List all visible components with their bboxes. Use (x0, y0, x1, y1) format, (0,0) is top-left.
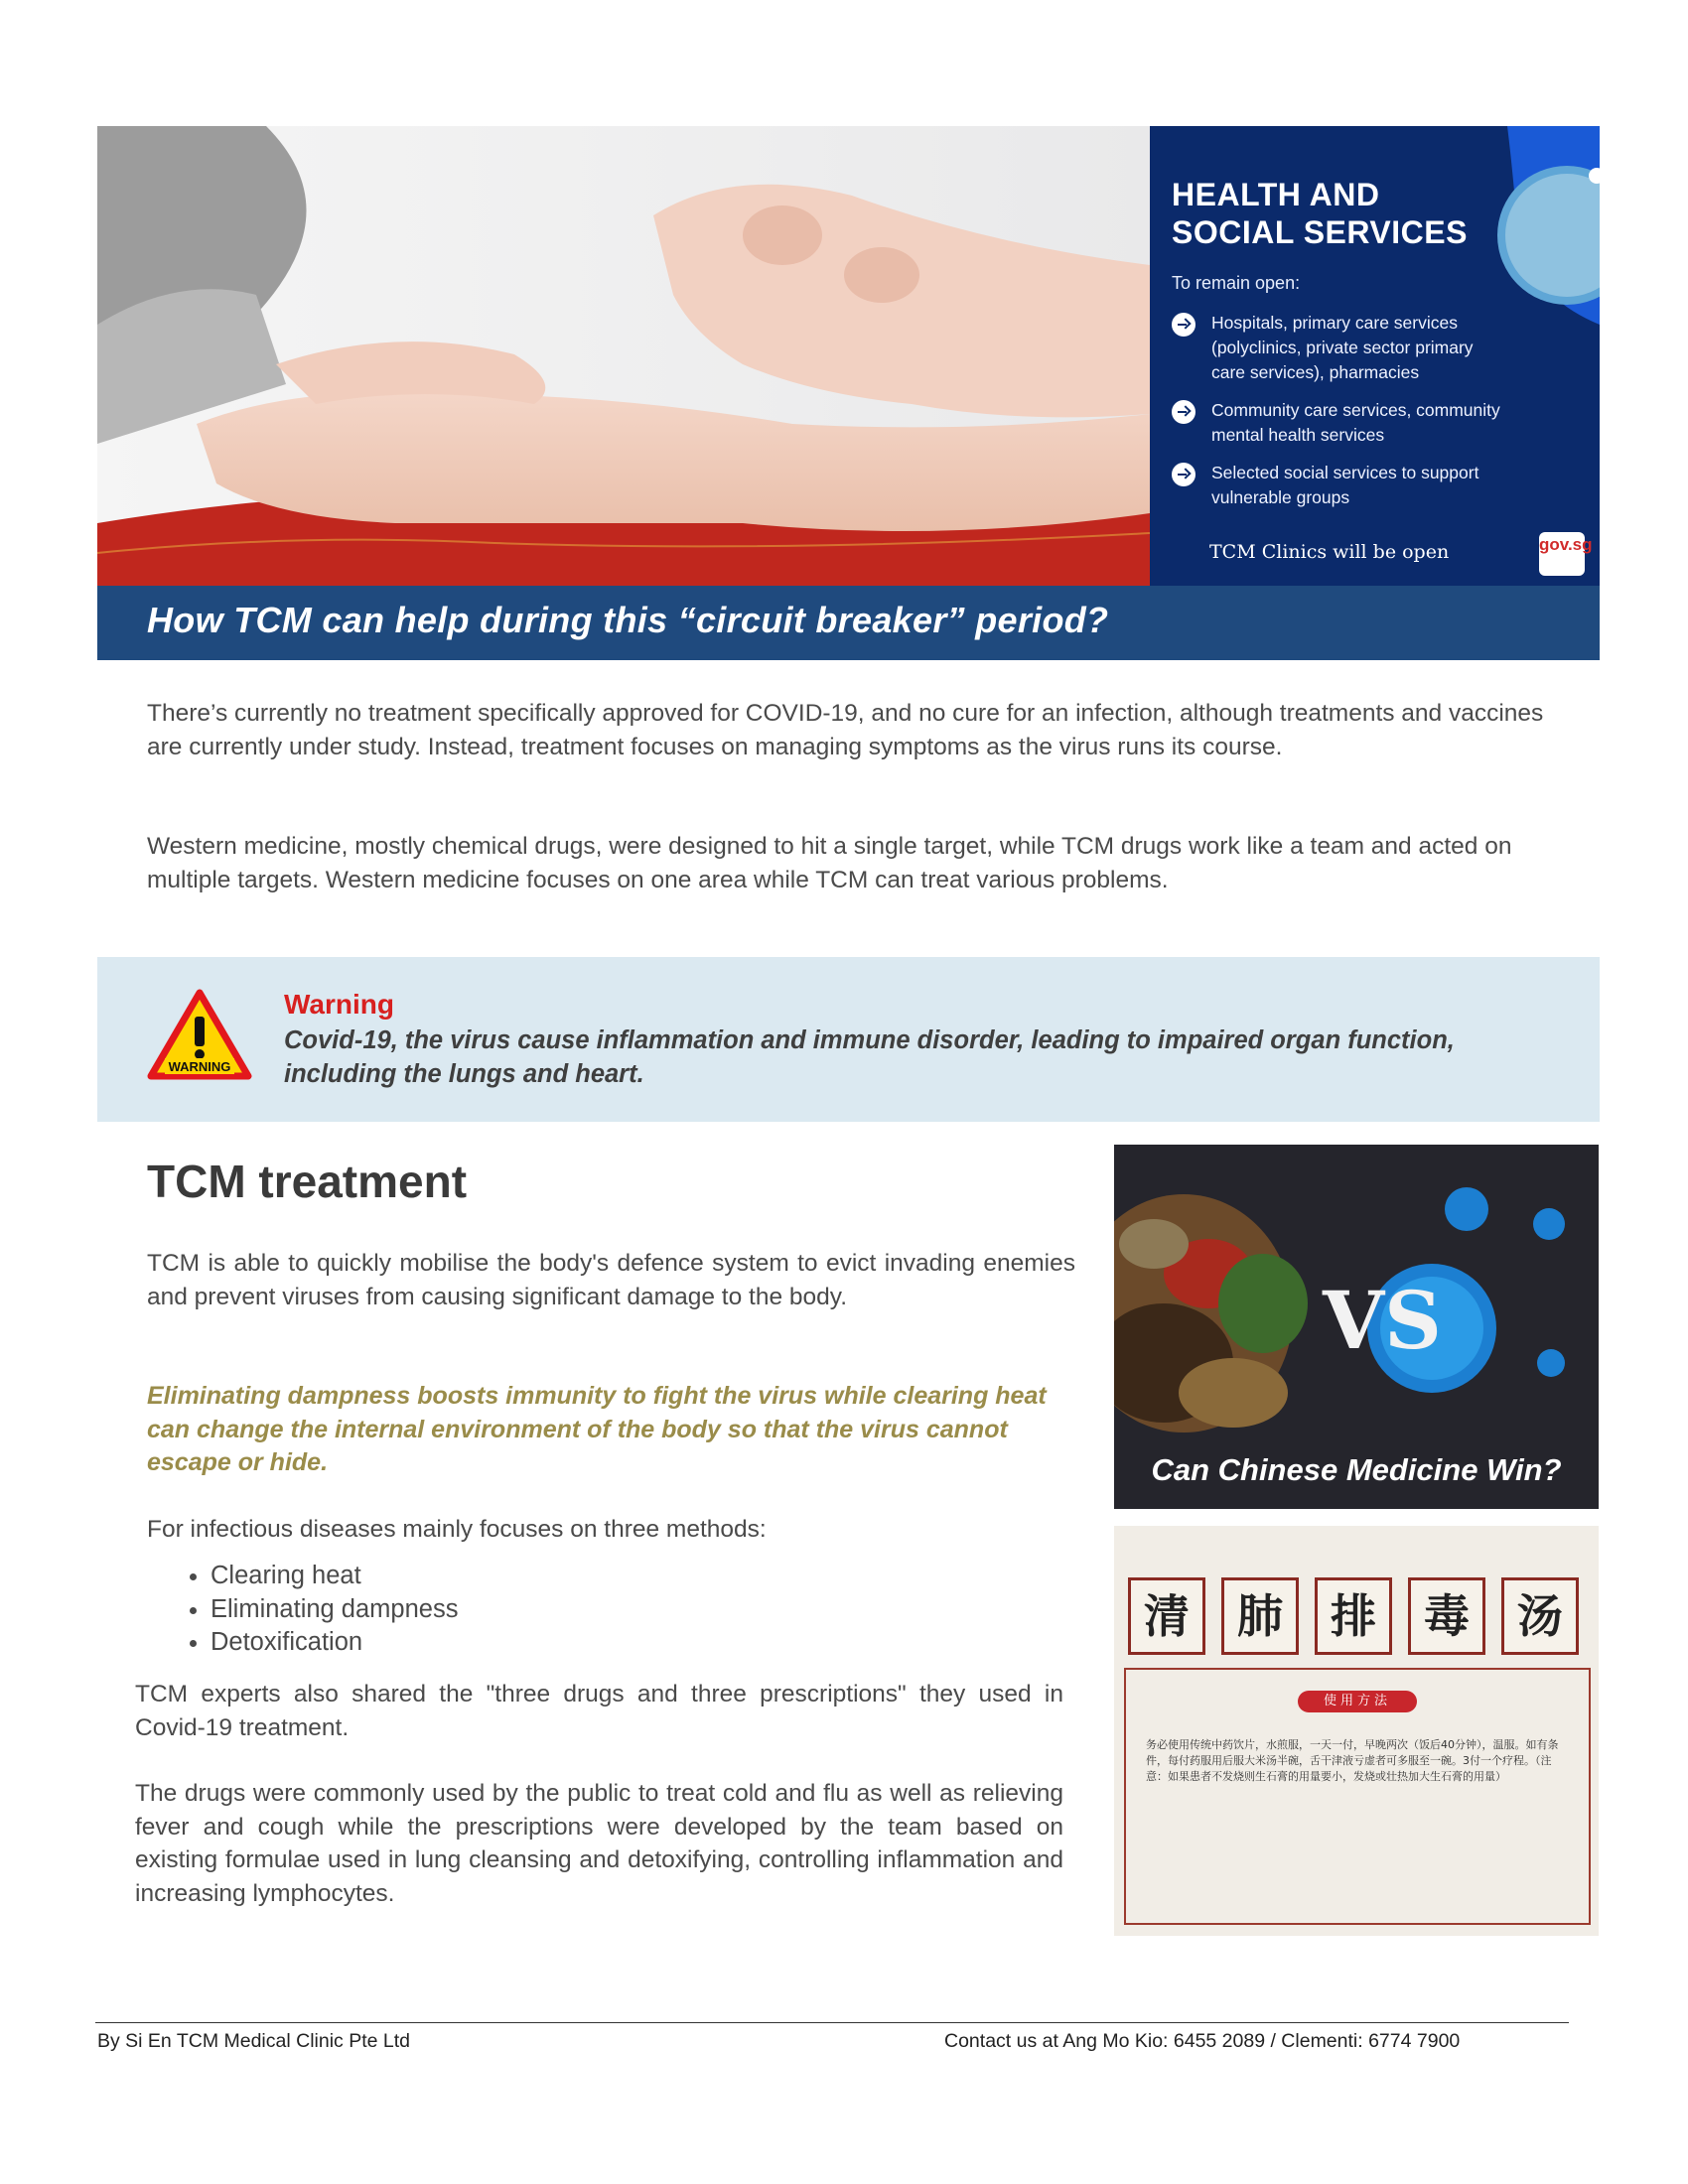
warning-icon-label: WARNING (168, 1059, 231, 1074)
formula-char: 清 (1128, 1577, 1205, 1655)
warning-box (97, 957, 1600, 1122)
hero-banner (97, 126, 1600, 586)
section-banner (97, 586, 1600, 660)
banner-title: How TCM can help during this “circuit breaker” period? (147, 600, 1109, 640)
tcm-emphasis: Eliminating dampness boosts immunity to fight the virus while clearing heat can change the internal environment of the body so that the virus cannot escape or hide. (147, 1382, 1047, 1476)
arrow-right-icon (1172, 463, 1196, 486)
health-services-panel: HEALTH AND SOCIAL SERVICES To remain open: Hospitals, primary care services (polyclinics, private sector primary care services), pharmacies Community care services, community mental health services Selected social services to support vulnerable groups TCM Clinics will be open gov.sg (1150, 126, 1600, 586)
tcm-paragraph-3: TCM experts also shared the "three drugs and three prescriptions" they used in Covid-19 treatment. (135, 1681, 1063, 1741)
panel-decoration-icon (1448, 126, 1600, 325)
tcm-paragraph-4: The drugs were commonly used by the public to treat cold and flu as well as relieving fever and cough while the prescriptions were developed by the team based on existing formulae used in lung cleansing and detoxifying, controlling inflammation and increasing lymphocytes. (135, 1780, 1063, 1907)
warning-title: Warning (284, 989, 394, 1020)
panel-note: TCM Clinics will be open (1209, 541, 1450, 563)
methods-list (147, 1560, 458, 1660)
panel-title: HEALTH AND SOCIAL SERVICES (1172, 177, 1468, 250)
formula-char: 汤 (1501, 1577, 1579, 1655)
formula-char: 毒 (1408, 1577, 1485, 1655)
footer-company: By Si En TCM Medical Clinic Pte Ltd (97, 2030, 410, 2052)
warning-text: Covid-19, the virus cause inflammation and immune disorder, leading to impaired organ function, including the lungs and heart. (284, 1026, 1455, 1088)
tcm-paragraph-1: TCM is able to quickly mobilise the body's defence system to evict invading enemies and prevent viruses from causing significant damage to the body. (147, 1250, 1075, 1310)
hero-photo-pulse-diagnosis (97, 126, 1150, 586)
methods-intro: For infectious diseases mainly focuses on three methods: (147, 1516, 767, 1543)
intro-paragraph-1: There’s currently no treatment specifically approved for COVID-19, and no cure for an infection, although treatments and vaccines are currently under study. Instead, treatment focuses on managing symptoms as the virus runs its course. (147, 700, 1544, 760)
chinese-medicine-vs-virus-image (1114, 1145, 1599, 1509)
footer-contact: Contact us at Ang Mo Kio: 6455 2089 / Clementi: 6774 7900 (944, 2030, 1461, 2052)
vs-label: VS (1323, 1274, 1442, 1367)
lung-cleansing-formula-image (1114, 1526, 1599, 1936)
formula-usage-text: 务必使用传统中药饮片，水煎服，一天一付，早晚两次（饭后40分钟），温服。如有条件，每付药服用后服大米汤半碗，舌干津液亏虚者可多服至一碗。3付一个疗程。（注意：如果患者不发烧则生石膏的用量要小，发烧或壮热加大生石膏的用量） (1146, 1738, 1559, 1783)
formula-usage-badge: 使用方法 (1298, 1691, 1417, 1712)
list-item: • Detoxification (211, 1626, 458, 1660)
footer-divider (95, 2022, 1569, 2023)
panel-subtitle: To remain open: (1172, 273, 1301, 293)
arrow-right-icon (1172, 400, 1196, 424)
vs-image-caption: Can Chinese Medicine Win? (1151, 1452, 1562, 1487)
formula-char: 肺 (1221, 1577, 1299, 1655)
list-item: • Clearing heat (211, 1560, 458, 1593)
list-item: • Eliminating dampness (211, 1593, 458, 1627)
formula-char: 排 (1315, 1577, 1392, 1655)
intro-paragraph-2: Western medicine, mostly chemical drugs, were designed to hit a single target, while TCM drugs work like a team and acted on multiple targets. Western medicine focuses on one area while TCM can treat various problems. (147, 833, 1512, 893)
arrow-right-icon (1172, 313, 1196, 337)
warning-icon (147, 989, 252, 1084)
tcm-heading: TCM treatment (147, 1156, 468, 1207)
gov-sg-logo: gov.sg (1539, 532, 1585, 576)
